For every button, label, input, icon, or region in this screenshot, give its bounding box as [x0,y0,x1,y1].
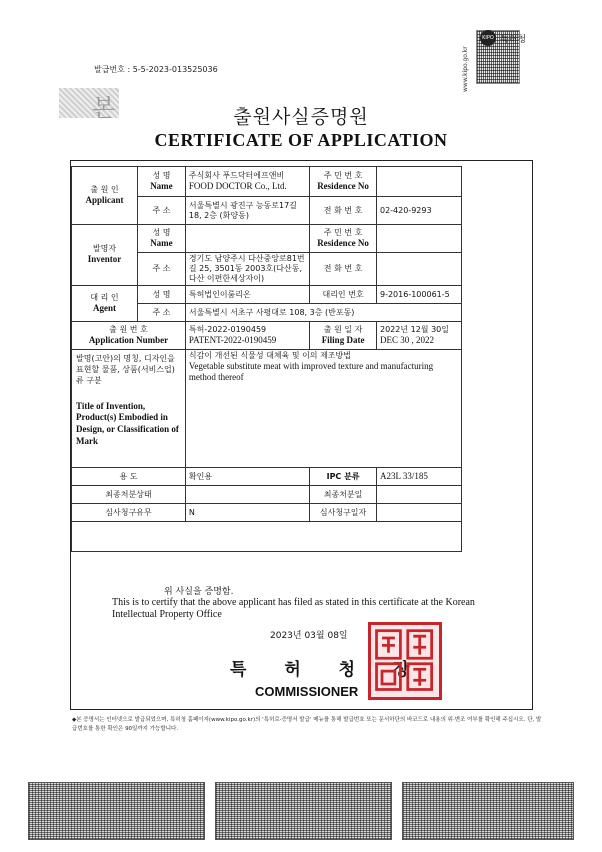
page-title-en: CERTIFICATE OF APPLICATION [154,130,448,150]
phone-label: 전 화 번 호 [310,253,377,286]
address-label: 주 소 [137,253,185,286]
phone-label: 전 화 번 호 [310,197,377,225]
page-title: 출원사실증명원 [233,106,369,128]
name-label: 성 명 Name [137,167,185,197]
filing-date-label: 출 원 일 자 Filing Date [310,322,377,350]
kipo-site: www.kipo.go.kr [462,46,469,92]
applicant-phone: 02-420-9293 [376,197,461,225]
exam-request-label: 심사청구유무 [72,504,186,522]
kipo-logo-icon: KIPO [480,30,496,46]
commissioner-title-ko: 특 허 청 장 [230,660,426,680]
address-label: 주 소 [137,197,185,225]
kipo-name: 특허청 [500,35,527,45]
final-date-label: 최종처분일 [310,486,377,504]
inventor-section: 발명자 Inventor [72,225,138,286]
exam-request-date-label: 심사청구일자 [310,504,377,522]
agent-section: 대 리 인 Agent [72,286,138,322]
certification-date: 2023년 03월 08일 [270,631,348,641]
certificate-table [71,166,462,552]
barcode-2 [215,782,392,840]
application-number: 특허-2022-0190459 PATENT-2022-0190459 [185,322,309,350]
inventor-name [185,225,309,253]
blank-row [72,522,462,552]
certification-text-en: This is to certify that the above applicant has filed as stated in this certificate at the Korean Intellectual Property Office [112,597,475,620]
inventor-phone [376,253,461,286]
final-date-value [376,486,461,504]
application-number-label: 출 원 번 호 Application Number [72,322,186,350]
inventor-address: 경기도 남양주시 다산중앙로81번길 25, 3501동 2003호(다산동, 다산 이편한세상자이) [185,253,309,286]
commissioner-title-en: COMMISSIONER [255,684,359,699]
original-mark: 본 [92,94,116,122]
applicant-address: 서울특별시 광진구 능동로17길 18, 2층 (화양동) [185,197,309,225]
official-seal-icon [368,622,442,700]
residence-label: 주 민 번 호 Residence No [310,225,377,253]
exam-request-date-value [376,504,461,522]
agent-address: 서울특별시 서초구 사평대로 108, 3층 (반포동) [185,304,461,322]
applicant-residence [376,167,461,197]
final-status-value [185,486,309,504]
inventor-residence [376,225,461,253]
issue-number: 발급번호 : 5-5-2023-013525036 [94,65,218,74]
agent-code: 9-2016-100061-5 [376,286,461,304]
agent-code-label: 대리인 번호 [310,286,377,304]
applicant-section: 출 원 인 Applicant [72,167,138,225]
residence-label: 주 민 번 호 Residence No [310,167,377,197]
name-label: 성 명 [137,286,185,304]
barcode-1 [28,782,205,840]
ipc-label: IPC 분류 [310,468,377,486]
name-label: 성 명 Name [137,225,185,253]
title-of-invention: 식감이 개선된 식물성 대체육 및 이의 제조방법 Vegetable substitute meat with improved texture and manufacturing method thereof [185,350,461,468]
purpose-label: 용 도 [72,468,186,486]
address-label: 주 소 [137,304,185,322]
agent-name: 특허법인이룸리온 [185,286,309,304]
certification-text-ko: 위 사실을 증명함. [164,587,234,597]
filing-date: 2022년 12월 30일 DEC 30 , 2022 [376,322,461,350]
ipc-value: A23L 33/185 [376,468,461,486]
title-of-invention-label: 발명(고안)의 명칭, 디자인을 표현할 물품, 상품(서비스업)류 구분 Title of Invention, Product(s) Embodied in Design, or Classification of Mark [72,350,186,468]
final-status-label: 최종처분상태 [72,486,186,504]
barcode-3 [402,782,574,840]
purpose-value: 확인용 [185,468,309,486]
applicant-name: 주식회사 푸드닥터에프앤비 FOOD DOCTOR Co., Ltd. [185,167,309,197]
notice-text: ◆본 증명서는 인터넷으로 발급되었으며, 특허청 홈페이지(www.kipo.go.kr)의 '특허로-증명서 발급' 메뉴를 통해 발급번호 또는 문서하단의 바코드로 내용의 위·변조 여부를 확인해 주십시오. 단, 발급번호를 통한 확인은 90일까지 가능합니다. [72,717,542,732]
exam-request-value: N [185,504,309,522]
